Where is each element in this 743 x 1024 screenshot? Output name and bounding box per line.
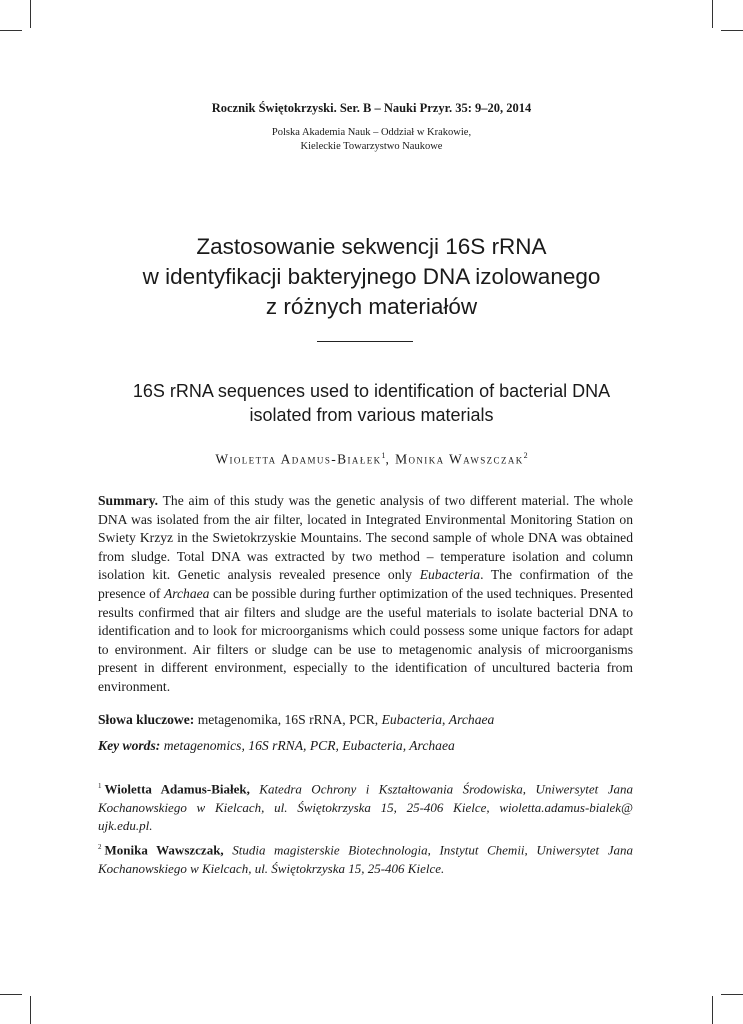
footnote-2-author: Monika Wawszczak, bbox=[104, 842, 224, 858]
keywords-polish bbox=[98, 711, 633, 730]
footnote-2-affiliation: Studia magisterskie Biotechnologia, Instytut Chemii, Uniwersytet Jana Kochanowskiego w Kielcach, ul. Świętokrzyska 15, 25-406 Kielce. bbox=[98, 842, 633, 876]
crop-mark-bottom-right-vertical bbox=[712, 996, 713, 1024]
footnote-2 bbox=[98, 838, 633, 878]
author-1-affiliation-marker: 1 bbox=[381, 451, 386, 460]
keywords-polish-text: metagenomika, 16S rRNA, PCR, bbox=[194, 712, 382, 727]
subtitle-line-2: isolated from various materials bbox=[249, 405, 494, 425]
crop-mark-bottom-left-vertical bbox=[30, 996, 31, 1024]
crop-mark-top-left-vertical bbox=[30, 0, 31, 28]
author-list bbox=[0, 451, 743, 468]
summary-italic-archaea: Archaea bbox=[163, 585, 210, 601]
footnote-1-marker: 1 bbox=[98, 782, 102, 790]
crop-mark-bottom-right-horizontal bbox=[721, 994, 743, 995]
crop-mark-top-right-horizontal bbox=[721, 30, 743, 31]
footnote-1-author: Wioletta Adamus-Białek, bbox=[104, 781, 250, 797]
keywords-polish-italic-2: Archaea bbox=[448, 712, 495, 727]
summary-text-2: . The confirmation of the presence of bbox=[98, 567, 633, 601]
publisher-line-2: Kieleckie Towarzystwo Naukowe bbox=[300, 141, 443, 152]
article-title-english bbox=[60, 379, 683, 427]
summary-text-1: The aim of this study was the genetic analysis of two different material. The whole DNA was isolated from the air filter, located in Integrated Environmental Monitoring Station on Swiety Krzyz in the Swietokrzyskie Mountains. The second sample of whole DNA was obtained from sludge. Total DNA was extracted by two method – temperature isolation and column isolation kit. Genetic analysis revealed presence only bbox=[98, 493, 633, 583]
footnote-1 bbox=[98, 777, 633, 836]
journal-reference: Rocznik Świętokrzyski. Ser. B – Nauki Przyr. 35: 9–20, 2014 bbox=[211, 101, 532, 115]
article-title-polish bbox=[60, 232, 683, 322]
title-line-2: w identyfikacji bakteryjnego DNA izolowanego bbox=[142, 264, 601, 289]
crop-mark-bottom-left-horizontal bbox=[0, 994, 22, 995]
crop-mark-top-right-vertical bbox=[712, 0, 713, 28]
keywords-polish-separator: , bbox=[442, 712, 449, 727]
title-line-3: z różnych materiałów bbox=[265, 294, 478, 319]
summary-italic-eubacteria: Eubacteria bbox=[419, 567, 481, 583]
title-line-1: Zastosowanie sekwencji 16S rRNA bbox=[196, 234, 547, 259]
publisher-info bbox=[0, 126, 743, 154]
subtitle-line-1: 16S rRNA sequences used to identification of bacterial DNA bbox=[132, 381, 611, 401]
author-1-name: Wioletta Adamus-Białek bbox=[215, 451, 382, 467]
summary-paragraph bbox=[98, 492, 633, 697]
keywords-english bbox=[98, 737, 633, 756]
keywords-polish-italic-1: Eubacteria bbox=[381, 712, 442, 727]
footnote-1-affiliation: Katedra Ochrony i Kształtowania Środowiska, Uniwersytet Jana Kochanowskiego w Kielcach, ul. Świętokrzyska 15, 25-406 Kielce, wioletta.adamus-bialek@ ujk.edu.pl. bbox=[98, 781, 633, 834]
author-2-name: Monika Wawszczak bbox=[395, 451, 524, 467]
keywords-english-text: metagenomics, 16S rRNA, PCR, Eubacteria, Archaea bbox=[160, 738, 455, 753]
author-2-affiliation-marker: 2 bbox=[523, 451, 528, 460]
keywords-polish-label: Słowa kluczowe: bbox=[98, 712, 195, 727]
author-separator: , bbox=[385, 451, 396, 467]
publisher-line-1: Polska Akademia Nauk – Oddział w Krakowie, bbox=[271, 127, 472, 138]
summary-text-3: can be possible during further optimization of the used techniques. Presented results confirmed that air filters and sludge are the useful materials to isolate bacterial DNA to identification and to look for microorganisms which could possess some unique factors for adapt to environment. Air filters or sludge can be use to metagenomic analysis of microorganisms present in different environment, especially to the identification of uncultured bacteria from environment. bbox=[98, 585, 633, 694]
title-divider bbox=[317, 341, 413, 342]
keywords-english-label: Key words: bbox=[98, 738, 161, 753]
footnote-2-marker: 2 bbox=[98, 843, 102, 851]
summary-label: Summary. bbox=[98, 493, 159, 508]
crop-mark-top-left-horizontal bbox=[0, 30, 22, 31]
